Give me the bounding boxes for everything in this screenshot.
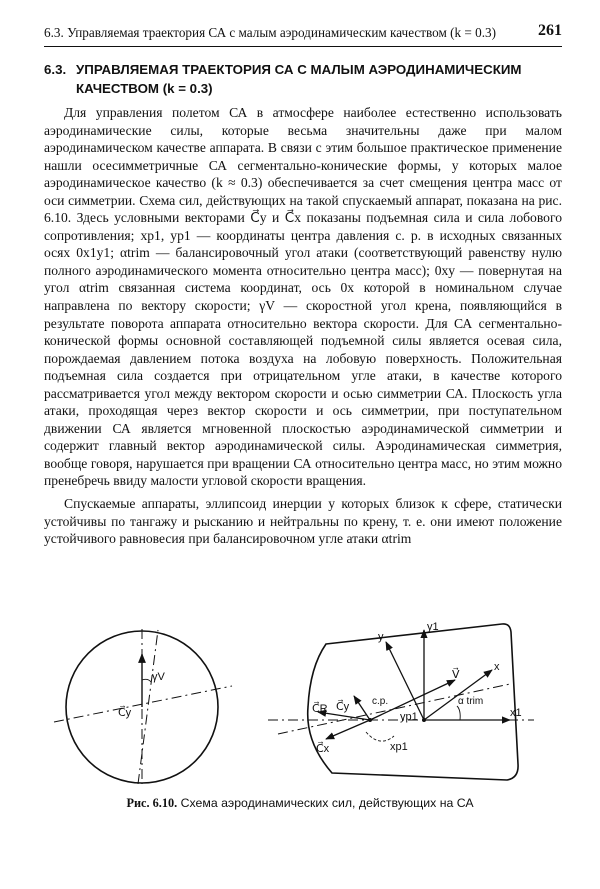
center-of-pressure-point — [368, 718, 372, 722]
section-heading — [44, 60, 562, 98]
paragraph-2: Спускаемые аппараты, эллипсоид инерции у которых близок к сфере, статически устойчивы по тангажу и рысканию и нейтральны по крену, т. е. они имеют положение устойчивого равновесия при балансировочном угле атаки αtrim — [44, 496, 562, 547]
cx-vector — [326, 720, 370, 739]
alpha-arc — [457, 706, 460, 720]
label-gamma-v: γV — [152, 671, 165, 683]
tilted-axis-line — [54, 686, 232, 722]
label-v: V⃗ — [452, 669, 460, 681]
label-yp1: yp1 — [400, 711, 418, 723]
section-number: 6.3. — [44, 62, 67, 77]
label-y: y — [378, 631, 384, 643]
section-title-line1: УПРАВЛЯЕМАЯ ТРАЕКТОРИЯ СА С МАЛЫМ АЭРОДИНАМИЧЕСКИМ — [76, 62, 522, 77]
force-diagram — [40, 612, 560, 784]
section-title-line2: КАЧЕСТВОМ (k = 0.3) — [76, 81, 213, 96]
label-cp: c.p. — [372, 696, 389, 707]
front-view — [54, 629, 232, 784]
caption-label: Рис. 6.10. — [126, 796, 178, 810]
running-title: 6.3. Управляемая траектория СА с малым аэродинамическим качеством (k = 0.3) — [44, 25, 497, 40]
label-cx: C⃗x — [316, 743, 330, 755]
xp1-arc — [366, 732, 394, 741]
running-header — [44, 22, 562, 47]
figure-6-10 — [40, 612, 560, 784]
label-xp1: xp1 — [390, 741, 408, 753]
origin-point — [422, 718, 426, 722]
y-axis — [386, 642, 424, 720]
label-x: x — [494, 661, 500, 673]
label-x1: x1 — [510, 707, 522, 719]
label-cy-right: C⃗y — [336, 701, 350, 713]
body-text — [44, 104, 562, 548]
page-number: 261 — [538, 22, 562, 39]
figure-caption — [0, 796, 600, 811]
side-view — [268, 621, 534, 780]
label-y1: y1 — [427, 621, 439, 633]
gamma-arc — [142, 679, 151, 682]
label-alpha-trim: α trim — [458, 696, 484, 707]
paragraph-1: Для управления полетом СА в атмосфере наиболее естественно использовать аэродинамические силы, которые весьма значительны даже при малом аэродинамическом качестве аппарата. В связи с этим большое практическое применение нашли осесимметричные СА сегментально-конические формы, у которых малое аэродинамическое качество (k ≈ 0.3) обеспечивается за счет смещения центра масс от оси симметрии. Схема сил, действующих на такой спускаемый аппарат, показана на рис. 6.10. Здесь условными векторами C⃗y и C⃗x показаны подъемная сила и сила лобового сопротивления; xp1, yp1 — координаты центра давления c. p. в исходных связанных осях 0x1y1; αtrim — балансировочный угол атаки (соответствующий равенству нулю полного аэродинамического момента относительно центра масс); 0xy — повернутая на угол αtrim связанная система координат, ось 0x которой в номинальном случае направлена по вектору скорости; γV — скоростной угол крена, появляющийся в результате поворота аппарата относительно вектора скорости. Для СА сегментально-конической формы основной составляющей подъемной силы является осевая сила, порождаемая давлением потока воздуха на лобовую поверхность. Положительная подъемная сила создается при отрицательном угле атаки, в качестве которого рассматривается угол между вектором скорости и осью симметрии СА. Плоскость угла атаки, проходящая через вектор скорости и ось симметрии, при поступательном движении СА является мгновенной плоскостью аэродинамической симметрии и содержит главный вектор аэродинамической силы. Аэродинамическая симметрия, вообще говоря, нарушается при вращении СА относительно центра масс, но этим можно пренебречь ввиду малости угловой скорости вращения. — [44, 105, 562, 489]
caption-text: Схема аэродинамических сил, действующих на СА — [180, 796, 474, 810]
tilted-vertical-line — [138, 630, 158, 784]
label-cy-left: C⃗y — [118, 707, 132, 719]
label-cr: C⃗R — [312, 703, 328, 715]
